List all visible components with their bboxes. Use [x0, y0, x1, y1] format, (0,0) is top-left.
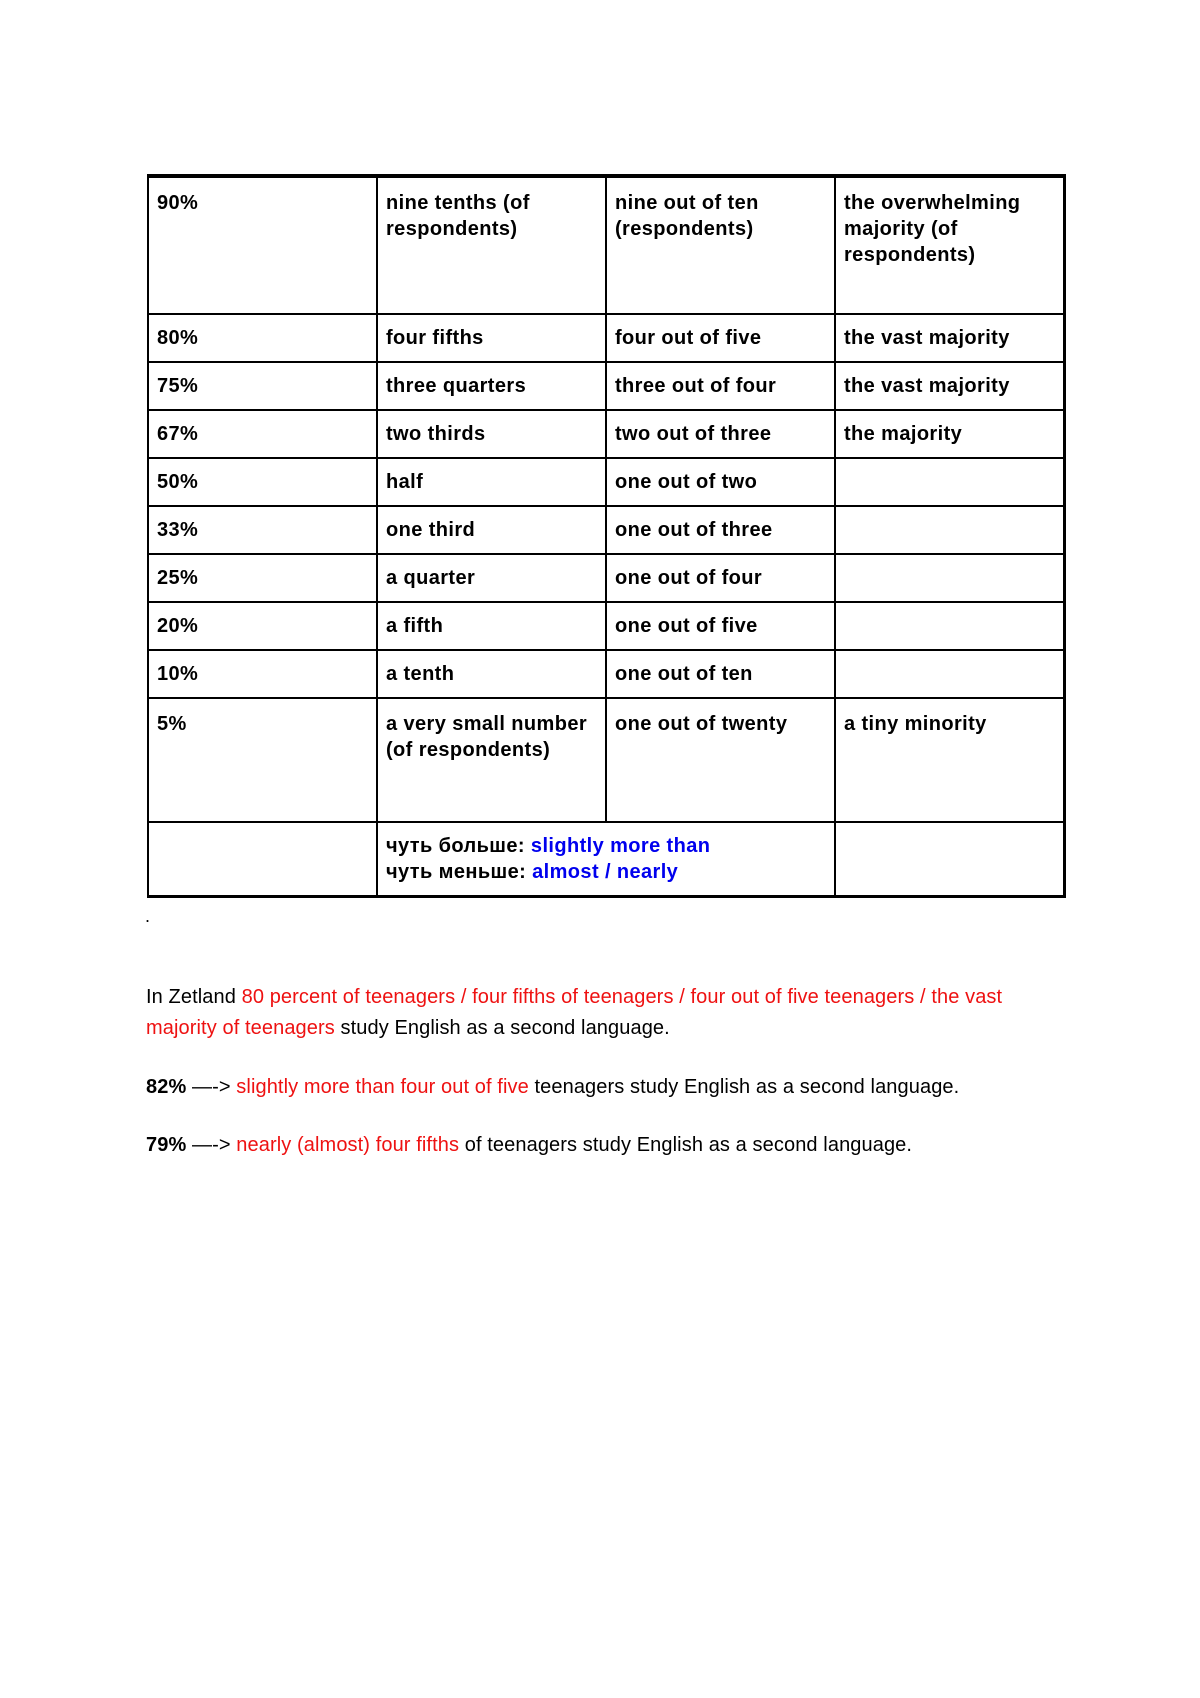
ratio-cell: one out of ten	[606, 650, 835, 698]
note-more-value: slightly more than	[530, 835, 711, 857]
ratio-cell: two out of three	[606, 410, 835, 458]
table-row	[148, 650, 1064, 698]
example-highlight: nearly (almost) four fifths	[236, 1134, 460, 1156]
phrase-cell	[835, 458, 1064, 506]
fraction-cell: nine tenths (of respondents)	[377, 176, 606, 314]
ratio-cell: one out of twenty	[606, 698, 835, 822]
note-cell	[377, 822, 835, 896]
note-more-label: чуть больше:	[386, 835, 531, 857]
table-row	[148, 506, 1064, 554]
example-arrow: —->	[192, 1134, 237, 1156]
table-row	[148, 602, 1064, 650]
empty-cell	[835, 822, 1064, 896]
example-percent: 79%	[146, 1134, 192, 1156]
percent-cell: 33%	[148, 506, 377, 554]
percent-cell: 10%	[148, 650, 377, 698]
table-row	[148, 458, 1064, 506]
phrase-cell	[835, 554, 1064, 602]
ratio-cell: one out of four	[606, 554, 835, 602]
ratio-cell: four out of five	[606, 314, 835, 362]
percent-cell: 90%	[148, 176, 377, 314]
example-arrow: —->	[192, 1076, 237, 1098]
example-tail: teenagers study English as a second language.	[528, 1076, 960, 1098]
table-row	[148, 554, 1064, 602]
example-highlight: 80 percent of teenagers / four fifths of teenagers / four out of five teenagers / the vast majority of teenagers	[146, 986, 1003, 1039]
fraction-cell: a very small number (of respondents)	[377, 698, 606, 822]
phrase-cell: the majority	[835, 410, 1064, 458]
fraction-cell: half	[377, 458, 606, 506]
note-less-value: almost / nearly	[532, 861, 679, 883]
example-paragraph-1	[146, 982, 1066, 1044]
ratio-cell: one out of two	[606, 458, 835, 506]
example-tail: study English as a second language.	[334, 1017, 670, 1039]
table-row	[148, 176, 1064, 314]
percent-cell: 75%	[148, 362, 377, 410]
phrase-cell	[835, 602, 1064, 650]
phrase-cell: the vast majority	[835, 362, 1064, 410]
example-highlight: slightly more than four out of five	[236, 1076, 529, 1098]
phrase-cell: a tiny minority	[835, 698, 1064, 822]
phrase-cell: the vast majority	[835, 314, 1064, 362]
fraction-cell: a fifth	[377, 602, 606, 650]
example-paragraph-3	[146, 1130, 1066, 1161]
table-row	[148, 698, 1064, 822]
table-row	[148, 410, 1064, 458]
table-row	[148, 314, 1064, 362]
example-lead: In Zetland	[146, 986, 242, 1008]
ratio-cell: three out of four	[606, 362, 835, 410]
fraction-cell: a tenth	[377, 650, 606, 698]
percent-cell: 20%	[148, 602, 377, 650]
ratio-cell: one out of five	[606, 602, 835, 650]
fraction-cell: three quarters	[377, 362, 606, 410]
table-row	[148, 362, 1064, 410]
fractions-table	[147, 174, 1066, 898]
fraction-cell: two thirds	[377, 410, 606, 458]
table-row-note	[148, 822, 1064, 896]
fraction-cell: four fifths	[377, 314, 606, 362]
example-paragraph-2	[146, 1072, 1066, 1103]
example-tail: of teenagers study English as a second language.	[459, 1134, 913, 1156]
phrase-cell	[835, 650, 1064, 698]
note-less-label: чуть меньше:	[386, 861, 533, 883]
percent-cell: 25%	[148, 554, 377, 602]
example-percent: 82%	[146, 1076, 192, 1098]
stray-dot: .	[145, 906, 151, 926]
phrase-cell: the overwhelming majority (of respondents)	[835, 176, 1064, 314]
percent-cell: 67%	[148, 410, 377, 458]
percent-cell: 80%	[148, 314, 377, 362]
percent-cell: 50%	[148, 458, 377, 506]
fraction-cell: a quarter	[377, 554, 606, 602]
percent-cell: 5%	[148, 698, 377, 822]
ratio-cell: nine out of ten (respondents)	[606, 176, 835, 314]
phrase-cell	[835, 506, 1064, 554]
ratio-cell: one out of three	[606, 506, 835, 554]
fraction-cell: one third	[377, 506, 606, 554]
empty-cell	[148, 822, 377, 896]
